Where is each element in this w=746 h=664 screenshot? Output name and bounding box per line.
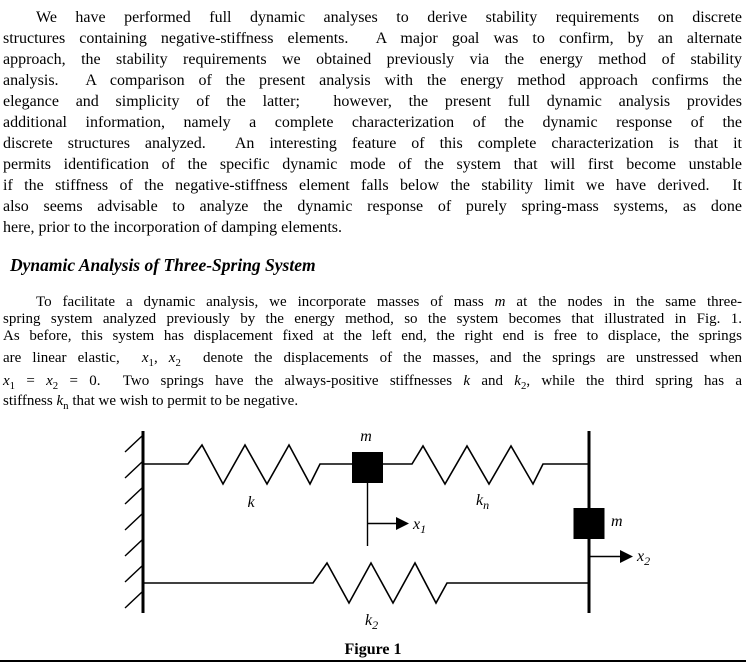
text-line: We have performed full dynamic analyses to derive stability requirements on discrete (36, 9, 742, 26)
spring-kn-label (476, 492, 489, 512)
text-line: if the stiffness of the negative-stiffness element falls below the stability limit we have derived. It (3, 177, 742, 194)
text-line: discrete structures analyzed. An interesting feature of this complete characterization is that it (3, 135, 742, 152)
mass-2-label: m (611, 513, 623, 530)
figure-1-diagram (0, 418, 746, 648)
x2-label-sub: 2 (644, 554, 651, 568)
text-line: structures containing negative-stiffness elements. A major goal was to confirm, by an alternate (3, 30, 742, 47)
x2-label (636, 548, 650, 568)
spring-mass-system-drawing (0, 418, 746, 648)
text-line: spring system analyzed previously by the energy method, so the system becomes that illustrated in Fig. 1. (3, 311, 742, 327)
spring-kn (383, 446, 589, 484)
text-line: are linear elastic, $x_1$, $x_2$ denote the displacements of the masses, and the springs are unstressed when (3, 350, 742, 369)
text-line: here, prior to the incorporation of damping elements. (3, 219, 343, 236)
section-heading: Dynamic Analysis of Three-Spring System (10, 255, 316, 275)
figure-caption: Figure 1 (344, 641, 402, 658)
wall-hatch-mark (125, 514, 142, 530)
text-line: additional information, namely a complete characterization of the dynamic response of the (3, 114, 742, 131)
spring-k (143, 445, 352, 484)
wall-hatch-mark (125, 566, 142, 582)
text-line: elegance and simplicity of the latter; however, the present full dynamic analysis provides (3, 93, 742, 110)
spring-k2 (143, 563, 589, 603)
text-line: analysis. A comparison of the present analysis with the energy method approach confirms the (3, 72, 742, 89)
x1-label (412, 516, 426, 536)
wall-hatch-mark (125, 462, 142, 478)
text-line: As before, this system has displacement fixed at the left end, the right end is free to displace, the springs (3, 328, 742, 344)
text-line: permits identification of the specific dynamic mode of the system that will first become unstable (3, 156, 742, 173)
wall-hatch-mark (125, 540, 142, 556)
spring-k2-label (365, 612, 378, 632)
spring-kn-label-base: k (476, 492, 484, 509)
paragraph-2 (3, 294, 742, 410)
mass-1-block (352, 452, 383, 483)
x1-label-base: x (413, 516, 421, 533)
paragraph-1 (3, 7, 742, 238)
x1-arrowhead-icon (396, 517, 409, 530)
spring-kn-label-sub: n (483, 498, 490, 512)
wall-hatch-mark (125, 488, 142, 504)
text-line: $x_1 = x_2 = 0$. Two springs have the always-positive stiffnesses k and $k_2$, while the third spring has a (3, 373, 742, 392)
spring-k2-label-sub: 2 (372, 618, 379, 632)
x1-label-sub: 1 (420, 522, 427, 536)
mass-2-block (574, 508, 605, 539)
text-line: also seems advisable to analyze the dynamic response of purely spring-mass systems, as done (3, 198, 742, 215)
wall-hatch-mark (125, 436, 142, 452)
text-line: stiffness $k_n$ that we wish to permit to be negative. (3, 393, 299, 412)
text-line: To facilitate a dynamic analysis, we incorporate masses of mass m at the nodes in the same three- (36, 294, 742, 310)
left-wall-hatching (125, 436, 142, 608)
mass-1-label: m (360, 428, 372, 445)
x2-arrowhead-icon (620, 550, 633, 563)
wall-hatch-mark (125, 592, 142, 608)
spring-k2-label-base: k (365, 612, 373, 629)
text-line: approach, the stability requirements we obtained previously via the energy method of stability (3, 51, 742, 68)
x2-label-base: x (637, 548, 645, 565)
page-bottom-rule (0, 660, 746, 662)
spring-k-label: k (247, 494, 255, 511)
